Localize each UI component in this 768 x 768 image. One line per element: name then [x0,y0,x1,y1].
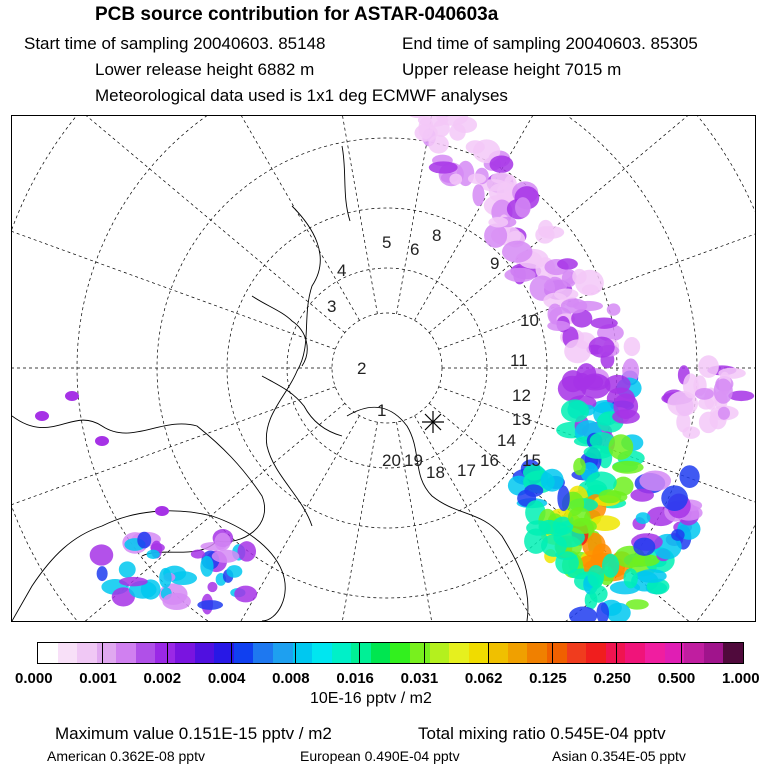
color-scale-segment [704,643,724,663]
color-scale-segment [449,643,469,663]
plume-cell [679,465,699,488]
plume-cell [541,534,567,557]
trajectory-hour-label: 13 [512,410,531,429]
trajectory-hour-label: 5 [382,233,392,252]
plume-cell [718,407,730,420]
release-point-marker [422,411,444,433]
plume-cell [561,399,589,422]
plume-cell [602,554,619,578]
plume-cell [557,258,578,269]
upper-release-text: Upper release height 7015 m [402,60,622,79]
color-scale-segment [155,643,175,663]
plume-cell [568,507,591,527]
plume-cell [468,173,486,183]
trajectory-hour-label: 11 [510,351,528,370]
color-scale-segment [410,643,430,663]
plume-cell [624,337,641,356]
plume-cell [65,391,79,401]
coastlines [12,146,528,621]
color-scale-segment [527,643,547,663]
color-scale-segment [195,643,215,663]
coastline [252,296,307,366]
color-scale-label: 0.031 [400,670,439,687]
trajectory-hour-label: 10 [520,311,539,330]
trajectory-labels [327,226,541,482]
color-scale-segment [547,643,567,663]
plume-cell [661,485,688,511]
trajectory-hour-label: 20 [382,451,401,470]
color-scale-segment [234,643,254,663]
plume-cell [162,593,191,610]
color-scale-label: 0.125 [529,670,567,687]
plume-cell [488,217,508,228]
plume-cell [612,409,640,423]
plume-cell [636,512,651,524]
meridian-line [12,116,345,333]
color-scale-label: 0.004 [207,670,246,687]
trajectory-hour-label: 4 [337,261,347,280]
color-scale-segment [488,643,508,663]
color-scale-label: 0.001 [79,670,117,687]
color-scale-tick [424,643,425,663]
plume-cell [624,568,638,588]
plume-cell [607,303,621,315]
polar-map [11,115,756,622]
plume-cell [502,241,532,263]
trajectory-hour-label: 8 [432,226,442,245]
plume-cell [632,554,660,566]
trajectory-hour-label: 14 [497,431,516,450]
plume-cell [197,600,223,610]
color-scale-segment [684,643,704,663]
trajectory-hour-label: 19 [404,451,423,470]
plume-cell [589,337,615,358]
color-scale-label: 0.008 [272,670,310,687]
map-canvas [12,116,756,622]
plume-cell [639,471,671,491]
plume-cell [714,378,733,403]
meridian-line [231,116,378,314]
plume-cell [159,568,171,588]
meridian-line [12,116,360,320]
color-scale-segment [77,643,97,663]
plume-cell [698,355,719,378]
plume-cell [515,197,531,218]
plume-cell [119,577,148,586]
color-scale-segment [723,643,743,663]
color-scale-segment [351,643,371,663]
plume-cell [637,569,667,583]
color-scale-segment [332,643,352,663]
plume-cell [429,161,458,173]
total-mixing-ratio-text: Total mixing ratio 0.545E-04 pptv [418,724,666,743]
trajectory-hour-label: 2 [357,359,367,378]
plume-cell [207,582,217,592]
trajectory-hour-label: 6 [410,240,420,259]
trajectory-hour-label: 15 [522,451,541,470]
plume-cell [212,550,240,563]
plume-cell [526,520,551,535]
color-scale-segment [175,643,195,663]
trajectory-hour-label: 18 [426,463,445,482]
trajectory-hour-label: 1 [377,401,387,420]
color-scale-tick [616,643,617,663]
color-scale-tick [488,643,489,663]
trajectory-hour-label: 17 [457,461,476,480]
coastline [342,146,350,221]
plume-cell [472,184,484,206]
plume-cell [699,412,718,433]
plume-cell [541,469,564,492]
end-time-text: End time of sampling 20040603. 85305 [402,34,698,53]
plume-cell [682,426,700,438]
trajectory-hour-label: 12 [512,386,531,405]
meridian-line [12,116,335,349]
plume-cell [612,461,643,474]
color-scale-label: 1.000 [722,670,760,687]
plume-cell [466,140,485,153]
color-scale-segment [469,643,489,663]
plume-cell [234,586,257,603]
coastline [262,376,342,436]
plume-cell [200,556,213,577]
color-scale-segment [253,643,273,663]
plume-cell [147,550,160,559]
map-title: PCB source contribution for ASTAR-040603a [95,4,499,25]
plume-cell [572,269,586,284]
plume-cells [35,116,754,622]
color-scale-segment [625,643,645,663]
color-scale-label: 0.500 [657,670,696,687]
color-scale-segment [430,643,450,663]
unit-label: 10E-16 pptv / m2 [310,690,432,707]
color-scale-segment [136,643,156,663]
plume-cell [504,268,535,282]
plume-cell [97,566,108,581]
plume-cell [524,484,543,496]
plume-cell [35,411,49,421]
trajectory-hour-label: 16 [480,451,499,470]
plume-cell [573,373,591,391]
coastline [266,206,320,526]
plume-cell [695,388,714,400]
plume-cell [671,529,685,541]
plume-cell [561,298,587,313]
color-scale-tick [167,643,168,663]
plume-cell [564,339,591,363]
color-scale-segment [371,643,391,663]
plume-cell [547,321,570,331]
color-scale-segment [58,643,78,663]
color-scale-segment [312,643,332,663]
american-contribution-text: American 0.362E-08 pptv [47,748,205,764]
color-scale-segment [116,643,136,663]
color-scale-label: 0.016 [336,670,374,687]
trajectory-hour-label: 9 [490,254,500,273]
plume-cell [573,458,585,476]
color-scale-label: 0.062 [464,670,503,687]
plume-cell [588,565,605,588]
maximum-value-text: Maximum value 0.151E-15 pptv / m2 [55,724,332,743]
color-scale-tick [295,643,296,663]
plume-cell [449,124,465,141]
color-scale-label: 0.250 [593,670,631,687]
plume-cell [626,599,649,609]
plume-cell [538,220,553,238]
latitude-circle [332,313,442,423]
color-scale-segment [390,643,410,663]
color-scale-segment [645,643,665,663]
color-scale-segment [38,643,58,663]
plume-cell [609,434,634,459]
color-scale-segment [586,643,606,663]
plume-cell [95,436,109,446]
lower-release-text: Lower release height 6882 m [95,60,315,79]
plume-cell [630,489,654,502]
color-scale-segment [508,643,528,663]
plume-cell [191,550,205,559]
color-scale-tick [102,643,103,663]
plume-cell [226,565,242,578]
plume-cell [449,174,462,185]
plume-cell [237,541,256,561]
plume-cell [599,489,622,503]
color-scale-segment [97,643,117,663]
plume-cell [119,561,136,577]
plume-cell [633,538,655,556]
plume-cell [591,317,618,328]
color-scale-tick [681,643,682,663]
color-scale-label: 0.000 [15,670,53,687]
color-scale-segment [567,643,587,663]
plume-cell [214,533,230,551]
plume-cell [155,506,169,516]
plume-cell [137,532,151,549]
trajectory-hour-label: 3 [327,297,337,316]
color-scale-tick [231,643,232,663]
color-scale-tick [552,643,553,663]
plume-cell [90,544,114,565]
asian-contribution-text: Asian 0.354E-05 pptv [552,748,686,764]
plume-cell [589,585,607,603]
color-scale-bar [37,642,744,664]
color-scale-segment [273,643,293,663]
plume-cell [428,135,448,154]
plume-cell [490,155,514,173]
start-time-text: Start time of sampling 20040603. 85148 [24,34,326,53]
color-scale-tick [359,643,360,663]
color-scale-label: 0.002 [143,670,182,687]
european-contribution-text: European 0.490E-04 pptv [300,748,460,764]
met-data-text: Meteorological data used is 1x1 deg ECMWF analyses [95,86,508,105]
